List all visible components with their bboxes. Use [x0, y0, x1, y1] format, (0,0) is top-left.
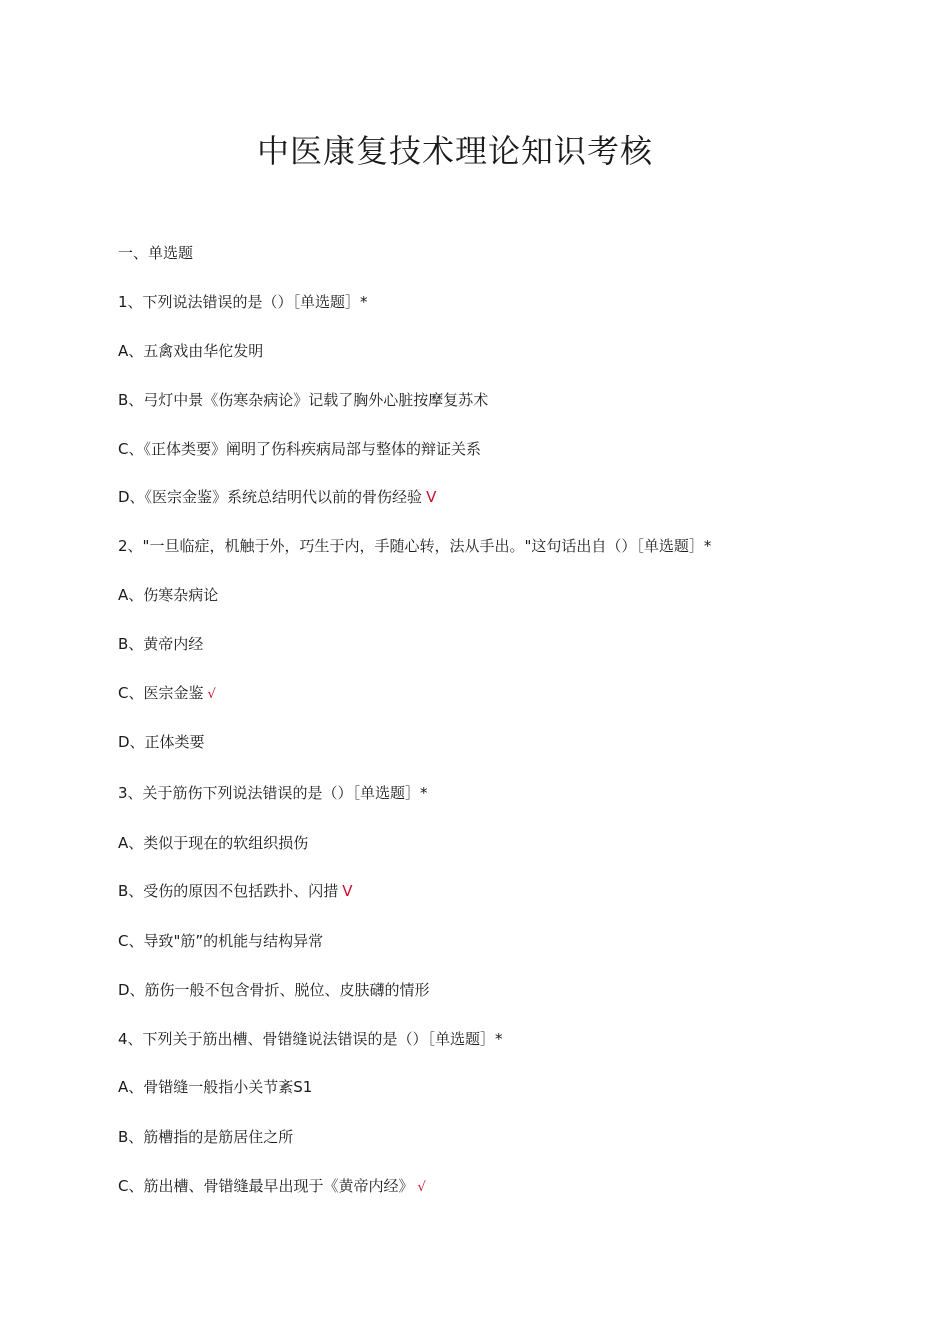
answer-mark: V: [342, 882, 353, 900]
option-text: D、《医宗金鉴》系统总结明代以前的骨伤经验: [118, 488, 423, 506]
option-text: A、类似于现在的软组织损伤: [118, 834, 309, 852]
option-text: A、伤寒杂病论: [118, 586, 219, 604]
section-heading: 一、单选题: [118, 244, 194, 262]
question-3-option-a: [118, 833, 308, 853]
question-1-option-d: [118, 487, 436, 507]
option-text: B、弓灯中景《伤寒杂病论》记载了胸外心脏按摩复苏术: [118, 391, 489, 409]
question-2-stem: 2、"一旦临症，机触于外，巧生于内，手随心转，法从手出。"这句话出自（）［单选题］*: [118, 537, 712, 555]
question-3-stem: 3、关于筋伤下列说法错误的是（）［单选题］*: [118, 784, 428, 802]
question-2-option-b: [118, 634, 203, 654]
option-text: C、《正体类要》阐明了伤科疾病局部与整体的辩证关系: [118, 440, 481, 458]
option-text: B、筋槽指的是筋居住之所: [118, 1128, 294, 1146]
question-4-stem: 4、下列关于筋出槽、骨错缝说法错误的是（）［单选题］*: [118, 1030, 503, 1048]
option-text: C、医宗金鉴: [118, 684, 204, 702]
option-text: D、正体类要: [118, 733, 205, 751]
question-3-option-b: [118, 881, 353, 901]
answer-mark: V: [426, 488, 437, 506]
question-1-option-b: [118, 390, 488, 410]
option-text: B、受伤的原因不包括跌扑、闪措: [118, 882, 339, 900]
question-3-option-c: [118, 931, 323, 951]
question-1-option-c: [118, 439, 481, 459]
question-3-option-d: [118, 980, 430, 1000]
option-text: A、五禽戏由华佗发明: [118, 342, 264, 360]
question-4-option-c: [118, 1176, 426, 1198]
answer-mark: √: [417, 1180, 426, 1195]
option-text: D、筋伤一般不包含骨折、脱位、皮肤礴的情形: [118, 981, 430, 999]
answer-mark: √: [207, 687, 216, 702]
question-1-stem: 1、下列说法错误的是（）［单选题］*: [118, 293, 368, 311]
question-2-option-d: [118, 732, 205, 752]
option-text: C、筋出槽、骨错缝最早出现于《黄帝内经》: [118, 1177, 414, 1195]
option-text: A、骨错缝一般指小关节紊S1: [118, 1078, 313, 1096]
question-4-option-b: [118, 1127, 293, 1147]
page-title: 中医康复技术理论知识考核: [256, 132, 653, 170]
question-1-option-a: [118, 341, 263, 361]
option-text: B、黄帝内经: [118, 635, 204, 653]
question-2-option-c: [118, 683, 216, 705]
option-text: C、导致"筋”的机能与结构异常: [118, 932, 324, 950]
question-4-option-a: [118, 1077, 312, 1097]
question-2-option-a: [118, 585, 218, 605]
